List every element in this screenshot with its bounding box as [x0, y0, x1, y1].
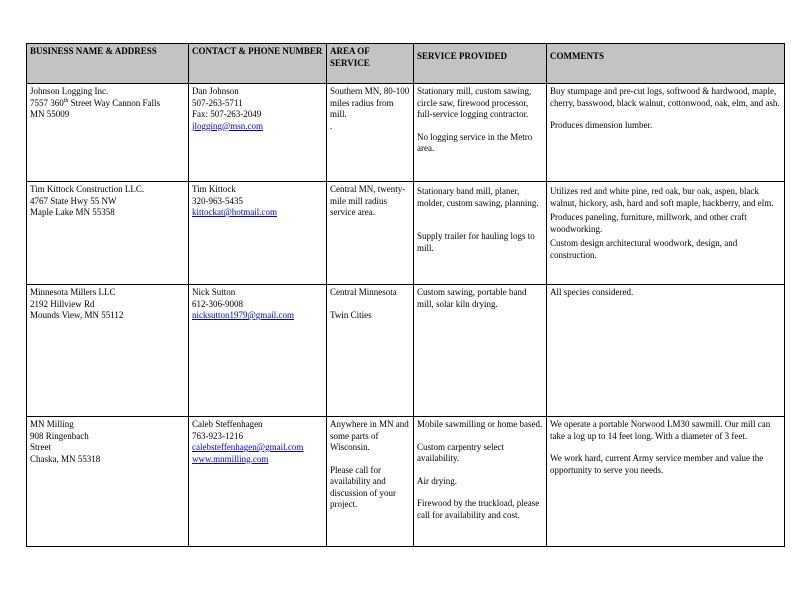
business-address-line2: Mounds View, MN 55112 — [30, 310, 124, 320]
comment-text: Custom design architectural woodwork, design, and construction. — [550, 238, 738, 260]
business-address: 4767 State Hwy 55 NW — [30, 195, 117, 206]
comments-cell — [547, 182, 785, 285]
comment-text: Buy stumpage and pre-cut logs, softwood & hardwood, maple, cherry, basswood, black walnut, cottonwood, oak, elm, and ash. — [550, 86, 780, 108]
comments-cell — [547, 84, 785, 182]
contact-email-link[interactable]: nicksutton1979@gmail.com — [192, 310, 295, 320]
business-address: 908 Ringenbach — [30, 430, 89, 441]
business-name: Minnesota Millers LLC — [30, 287, 116, 297]
service-text: Custom sawing, portable band mill, solar kiln drying. — [417, 287, 527, 309]
contact-fax: Fax: 507-263-2049 — [192, 109, 262, 119]
contact-email-link[interactable]: calebsteffenhagen@gmail.com — [192, 442, 304, 452]
service-cell — [414, 84, 547, 182]
comments-cell — [547, 417, 785, 547]
table-row — [27, 84, 785, 182]
contact-name: Nick Sutton — [192, 287, 236, 297]
table-row — [27, 182, 785, 285]
website-link[interactable]: www.mnmilling.com — [192, 453, 269, 464]
contact-phone: 612-306-9008 — [192, 298, 243, 309]
area-cell — [327, 182, 414, 285]
business-address-line2: Street — [30, 442, 51, 452]
contact-email-link[interactable]: jlogging@msn.com — [192, 120, 264, 131]
header-business: BUSINESS NAME & ADDRESS — [27, 44, 189, 84]
sawmill-directory-table — [26, 43, 785, 547]
area-cell — [327, 285, 414, 417]
business-cell — [27, 285, 189, 417]
business-address-line2: MN 55009 — [30, 109, 70, 119]
table-row — [27, 285, 785, 417]
header-row — [27, 44, 785, 84]
comment-text: We operate a portable Norwood LM30 sawmill. Our mill can take a log up to 14 feet long. With a diameter of 3 feet. — [550, 419, 771, 441]
service-cell — [414, 285, 547, 417]
business-cell — [27, 84, 189, 182]
header-comments: COMMENTS — [547, 44, 785, 84]
business-cell — [27, 417, 189, 547]
area-text: Twin Cities — [330, 309, 372, 320]
comment-text: Produces paneling, furniture, millwork, and other craft woodworking. — [550, 212, 747, 234]
service-cell — [414, 417, 547, 547]
business-name: Johnson Logging Inc. — [30, 86, 109, 96]
service-text: Mobile sawmilling or home based. — [417, 419, 543, 429]
comment-text: Produces dimension lumber. — [550, 120, 653, 130]
area-text: Please call for availability and discussion of your project. — [330, 464, 396, 509]
header-contact: CONTACT & PHONE NUMBER — [189, 44, 327, 84]
service-text: No logging service in the Metro area. — [417, 131, 533, 153]
contact-email-link[interactable]: kittockat@hotmail.com — [192, 207, 278, 217]
area-text: Anywhere in MN and some parts of Wisconsin. — [330, 419, 409, 452]
contact-name: Dan Johnson — [192, 86, 239, 96]
service-text: Air drying. — [417, 475, 457, 486]
service-text: Firewood by the truckload, please call for availability and cost. — [417, 498, 540, 520]
contact-cell — [189, 182, 327, 285]
contact-cell — [189, 417, 327, 547]
service-text: Stationary mill, custom sawing, circle saw, firewood processor, full-service logging contractor. — [417, 86, 532, 119]
header-service: SERVICE PROVIDED — [414, 44, 547, 84]
business-cell — [27, 182, 189, 285]
area-cell — [327, 84, 414, 182]
area-text: Southern MN, 80-100 miles radius from mill. — [330, 86, 410, 119]
service-text: Stationary band mill, planer, molder, custom sawing, planning. — [417, 186, 539, 208]
contact-name: Caleb Steffenhagen — [192, 419, 263, 429]
service-text: Custom carpentry select availability. — [417, 441, 504, 463]
contact-cell — [189, 84, 327, 182]
table-row — [27, 417, 785, 547]
business-name: MN Milling — [30, 419, 74, 429]
header-area: AREA OF SERVICE — [327, 44, 414, 84]
comment-text: All species considered. — [550, 287, 634, 297]
contact-phone: 320-963-5435 — [192, 195, 243, 206]
comment-text: Utilizes red and white pine, red oak, bur oak, aspen, black walnut, hickory, ash, hard and soft maple, hackberry, and elm. — [550, 186, 774, 208]
business-address: 2192 Hillview Rd — [30, 298, 95, 309]
contact-phone: 763-923-1216 — [192, 430, 243, 441]
business-address-line3: Chaska, MN 55318 — [30, 453, 101, 464]
service-cell — [414, 182, 547, 285]
area-text: Central Minnesota — [330, 287, 397, 297]
business-address-line2: Maple Lake MN 55358 — [30, 207, 115, 217]
contact-name: Tim Kittock — [192, 184, 236, 194]
comment-text: We work hard, current Army service member and value the opportunity to serve you needs. — [550, 453, 764, 475]
service-text: Supply trailer for hauling logs to mill. — [417, 231, 535, 253]
area-text: Central MN, twenty-mile mill radius service area. — [330, 184, 406, 217]
contact-cell — [189, 285, 327, 417]
area-dot: . — [330, 120, 333, 131]
comments-cell — [547, 285, 785, 417]
business-name: Tim Kittock Construction LLC. — [30, 184, 145, 194]
business-address: 7557 360th Street Way Cannon Falls — [30, 97, 161, 108]
contact-phone: 507-263-5711 — [192, 97, 243, 108]
area-cell — [327, 417, 414, 547]
